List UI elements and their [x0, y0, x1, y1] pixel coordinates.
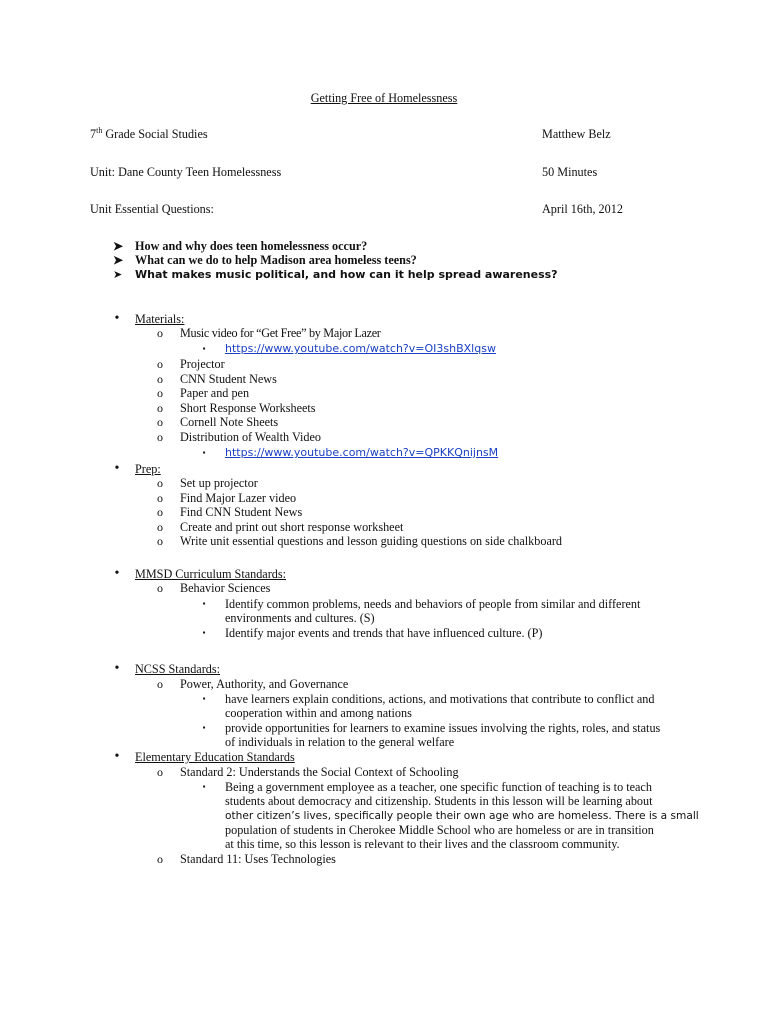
bullet-circle-icon: o — [157, 357, 163, 371]
material-item: Paper and pen — [180, 386, 250, 400]
bullet-circle-icon: o — [157, 430, 163, 444]
lesson-date: April 16th, 2012 — [542, 202, 623, 216]
document-title: Getting Free of Homelessness — [310, 91, 458, 105]
ncss-heading: NCSS Standards: — [135, 662, 220, 676]
ncss-standard-cont: of individuals in relation to the general welfare — [225, 735, 455, 749]
lesson-duration: 50 Minutes — [542, 165, 598, 179]
material-item: Music video for “Get Free” by Major Lazer — [180, 326, 381, 340]
mmsd-standard-cont: environments and cultures. (S) — [225, 611, 375, 625]
bullet-dot-icon: • — [114, 461, 120, 476]
material-item: Distribution of Wealth Video — [180, 430, 322, 444]
mmsd-subheading: Behavior Sciences — [180, 581, 271, 595]
bullet-square-icon: ▪ — [202, 723, 206, 732]
prep-item: Find Major Lazer video — [180, 491, 297, 505]
prep-heading: Prep: — [135, 462, 161, 476]
elementary-paragraph-line: students about democracy and citizenship. Students in this lesson will be learning about — [225, 794, 653, 808]
elementary-paragraph-line: at this time, so this lesson is relevant to their lives and the classroom community. — [225, 837, 620, 851]
prep-item: Set up projector — [180, 476, 258, 490]
prep-item: Create and print out short response worksheet — [180, 520, 404, 534]
bullet-dot-icon: • — [114, 749, 120, 764]
author-name: Matthew Belz — [542, 127, 611, 141]
elementary-paragraph-line: population of students in Cherokee Middle School who are homeless or are in transition — [225, 823, 654, 837]
bullet-circle-icon: o — [157, 372, 163, 386]
ncss-standard-cont: cooperation within and among nations — [225, 706, 412, 720]
bullet-circle-icon: o — [157, 476, 163, 490]
wealth-video-link[interactable]: https://www.youtube.com/watch?v=QPKKQnijnsM — [225, 446, 499, 459]
essential-question: ➤ How and why does teen homelessness occur? — [113, 239, 368, 253]
bullet-square-icon: ▪ — [202, 628, 206, 637]
elementary-subheading: Standard 2: Understands the Social Context of Schooling — [180, 765, 459, 779]
bullet-square-icon: ▪ — [202, 694, 206, 703]
bullet-dot-icon: • — [114, 566, 120, 581]
unit-name: Unit: Dane County Teen Homelessness — [90, 165, 282, 179]
bullet-dot-icon: • — [114, 311, 120, 326]
mmsd-standard: Identify common problems, needs and behaviors of people from similar and different — [225, 597, 641, 611]
grade-subject: 7th Grade Social Studies — [90, 126, 208, 141]
bullet-dot-icon: • — [114, 661, 120, 676]
bullet-circle-icon: o — [157, 677, 163, 691]
bullet-circle-icon: o — [157, 491, 163, 505]
materials-heading: Materials: — [135, 312, 185, 326]
arrow-bullet-icon: ➤ — [113, 268, 123, 281]
bullet-circle-icon: o — [157, 326, 163, 340]
bullet-circle-icon: o — [157, 401, 163, 415]
material-item: Cornell Note Sheets — [180, 415, 279, 429]
bullet-circle-icon: o — [157, 852, 163, 866]
material-item: Short Response Worksheets — [180, 401, 316, 415]
bullet-square-icon: ▪ — [202, 599, 206, 608]
ncss-standard: provide opportunities for learners to examine issues involving the rights, roles, and status — [225, 721, 661, 735]
prep-item: Find CNN Student News — [180, 505, 303, 519]
major-lazer-video-link[interactable]: https://www.youtube.com/watch?v=OI3shBXlqsw — [225, 342, 496, 355]
mmsd-heading: MMSD Curriculum Standards: — [135, 567, 286, 581]
elementary-subheading: Standard 11: Uses Technologies — [180, 852, 336, 866]
material-item: Projector — [180, 357, 225, 371]
bullet-circle-icon: o — [157, 415, 163, 429]
bullet-square-icon: ▪ — [202, 782, 206, 791]
essential-question: ➤ What can we do to help Madison area homeless teens? — [113, 253, 417, 267]
elementary-paragraph-line: other citizen’s lives, specifically people their own age who are homeless. There is a small — [225, 810, 699, 822]
elementary-heading: Elementary Education Standards — [135, 750, 295, 764]
bullet-square-icon: ▪ — [202, 448, 206, 457]
bullet-square-icon: ▪ — [202, 344, 206, 353]
bullet-circle-icon: o — [157, 386, 163, 400]
bullet-circle-icon: o — [157, 765, 163, 779]
prep-item: Write unit essential questions and lesson guiding questions on side chalkboard — [180, 534, 563, 548]
material-item: CNN Student News — [180, 372, 277, 386]
arrow-bullet-icon: ➤ — [113, 239, 124, 253]
arrow-bullet-icon: ➤ — [113, 253, 124, 267]
mmsd-standard: Identify major events and trends that have influenced culture. (P) — [225, 626, 543, 640]
bullet-circle-icon: o — [157, 520, 163, 534]
ncss-subheading: Power, Authority, and Governance — [180, 677, 349, 691]
bullet-circle-icon: o — [157, 581, 163, 595]
essential-question: ➤ What makes music political, and how can it help spread awareness? — [113, 268, 558, 281]
ncss-standard: have learners explain conditions, actions, and motivations that contribute to conflict and — [225, 692, 655, 706]
bullet-circle-icon: o — [157, 534, 163, 548]
bullet-circle-icon: o — [157, 505, 163, 519]
elementary-paragraph-line: Being a government employee as a teacher, one specific function of teaching is to teach — [225, 780, 652, 794]
essential-questions-label: Unit Essential Questions: — [90, 202, 214, 216]
